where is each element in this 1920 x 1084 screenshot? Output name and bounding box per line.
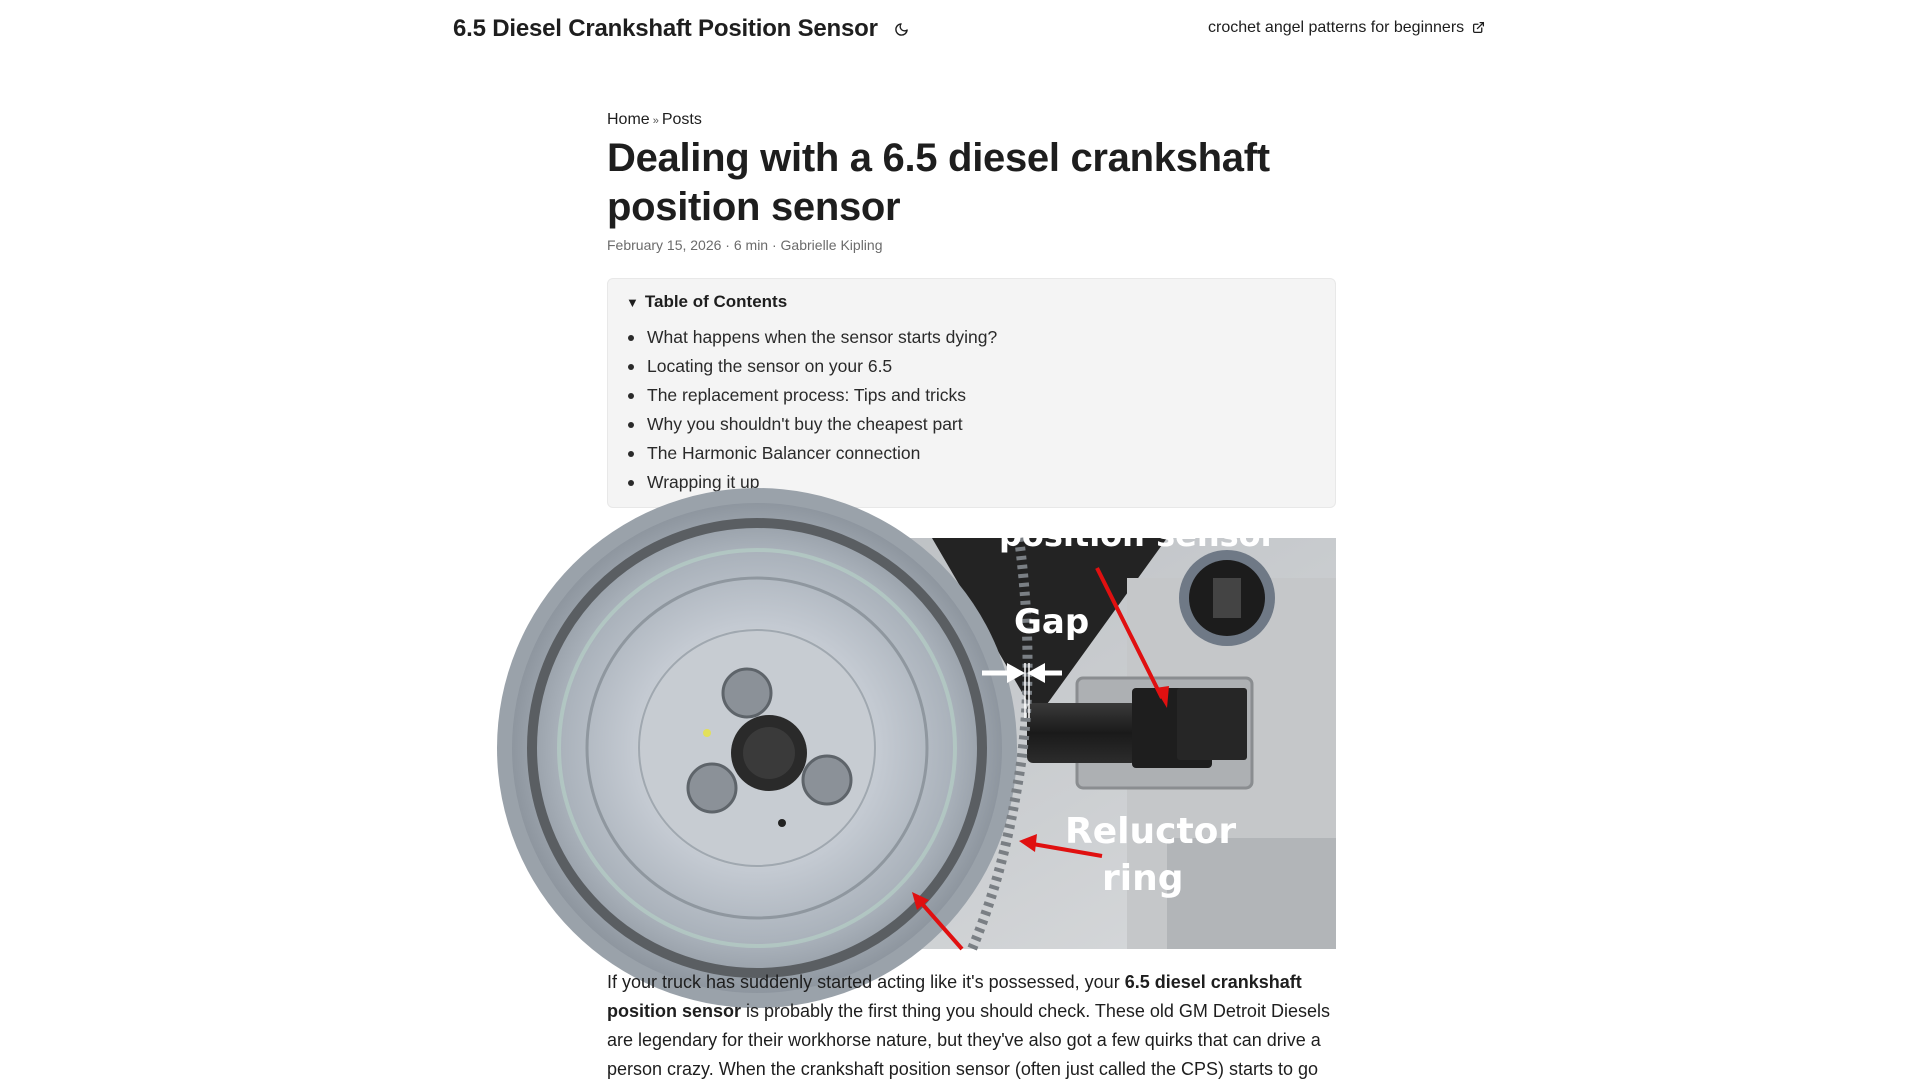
triangle-down-icon: ▼ [626,294,639,310]
external-link-icon [1472,21,1486,35]
paragraph-bold-keyword: 6.5 diesel crankshaft position sensor [607,972,1302,1021]
cover-image [607,516,1336,949]
toc-item [626,410,1317,439]
read-time: 6 min [733,237,769,253]
site-title-text: 6.5 Diesel Crankshaft Position Sensor [453,15,878,42]
moon-icon[interactable] [892,19,912,39]
post-content [607,968,1336,1084]
post-date: February 15, 2026 [607,237,722,253]
meta-separator: · [768,237,781,253]
site-title-link[interactable] [453,15,912,43]
toc-link-harmonic-balancer[interactable]: The Harmonic Balancer connection [647,443,921,463]
paragraph [607,968,1336,1084]
external-link-label: crochet angel patterns for beginners [1208,19,1465,36]
image-label-ring: ring [1102,858,1184,899]
toc-title: Table of Contents [644,292,788,311]
external-menu-link[interactable] [1208,19,1486,37]
meta-separator: · [721,237,734,253]
post-meta [607,237,883,253]
post-author: Gabrielle Kipling [780,237,883,253]
toc-link-locating-sensor[interactable]: Locating the sensor on your 6.5 [647,356,893,376]
toc-link-wrapping-up[interactable]: Wrapping it up [647,472,760,492]
toc-item [626,352,1317,381]
paragraph-text: If your truck has suddenly started acting like it's possessed, your [607,972,1125,992]
page-title: Dealing with a 6.5 diesel crankshaft position sensor [607,136,1270,229]
breadcrumb-separator: » [652,115,659,127]
bullet-icon [628,480,634,486]
bullet-icon [628,335,634,341]
breadcrumb-posts[interactable]: Posts [661,111,702,128]
toc-item [626,381,1317,410]
site-header [0,0,1920,60]
image-label-reluctor: Reluctor [1065,811,1237,852]
bullet-icon [628,393,634,399]
image-label-gap: Gap [1014,602,1090,642]
image-label-position-sensor: position sensor [999,516,1277,554]
bullet-icon [628,451,634,457]
breadcrumb [607,111,702,129]
paragraph-text: is probably the first thing you should check. These old GM Detroit Diesels are legendary for their workhorse nature, but they've also got a few quirks that can drive a person crazy. When the crankshaft position sensor (often just called the CPS) starts to go [607,1001,1330,1079]
toc-item [626,439,1317,468]
toc-toggle[interactable] [626,290,1317,314]
bullet-icon [628,364,634,370]
toc-link-replacement-process[interactable]: The replacement process: Tips and tricks [647,385,967,405]
toc-list [626,323,1317,497]
toc-link-cheapest-part[interactable]: Why you shouldn't buy the cheapest part [647,414,963,434]
bullet-icon [628,422,634,428]
toc-link-sensor-dying[interactable]: What happens when the sensor starts dying? [647,327,998,347]
breadcrumb-home[interactable]: Home [607,111,650,128]
toc-item [626,323,1317,352]
table-of-contents [607,278,1336,508]
